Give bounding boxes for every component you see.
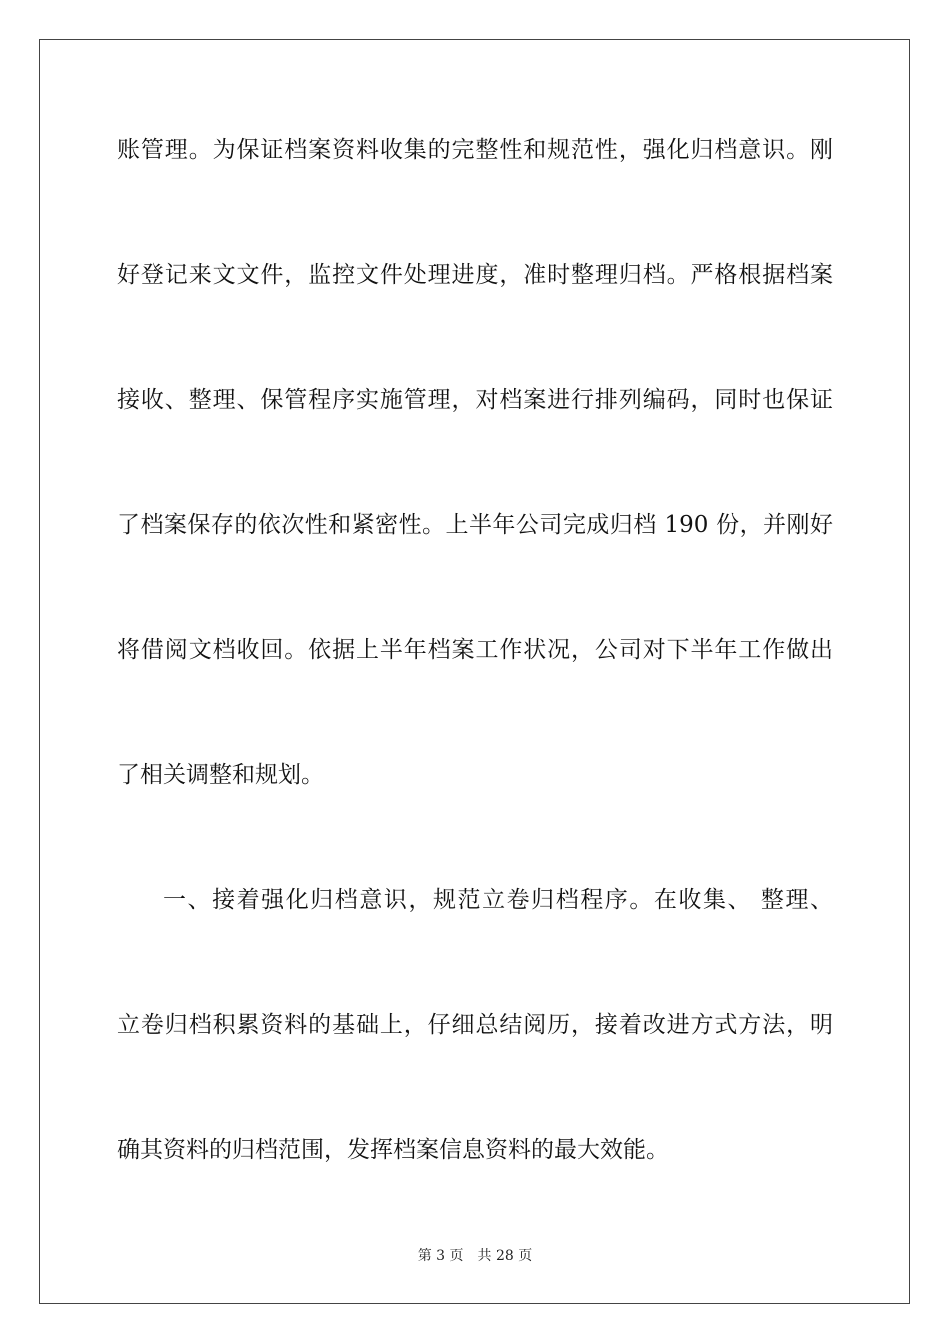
body-text-line-4: 了档案保存的依次性和紧密性。上半年公司完成归档 190 份，并刚好 <box>117 512 833 538</box>
body-text-line-6: 了相关调整和规划。 <box>117 762 324 788</box>
page-footer <box>0 1247 950 1265</box>
body-text-line-9: 确其资料的归档范围，发挥档案信息资料的最大效能。 <box>117 1137 669 1163</box>
body-text-line-1: 账管理。为保证档案资料收集的完整性和规范性，强化归档意识。刚 <box>117 137 833 163</box>
body-text-line-3: 接收、整理、保管程序实施管理，对档案进行排列编码，同时也保证 <box>117 387 833 413</box>
body-text-line-5: 将借阅文档收回。依据上半年档案工作状况，公司对下半年工作做出 <box>117 637 833 663</box>
page-number: 第 3 页 <box>417 1248 464 1264</box>
body-text-line-8: 立卷归档积累资料的基础上，仔细总结阅历，接着改进方式方法，明 <box>117 1012 833 1038</box>
body-text-line-7: 一、接着强化归档意识，规范立卷归档程序。在收集、 整理、 <box>163 887 833 913</box>
page-total: 共 28 页 <box>477 1248 533 1264</box>
page-border <box>39 39 910 1304</box>
body-text-line-2: 好登记来文文件，监控文件处理进度，准时整理归档。严格根据档案 <box>117 262 833 288</box>
